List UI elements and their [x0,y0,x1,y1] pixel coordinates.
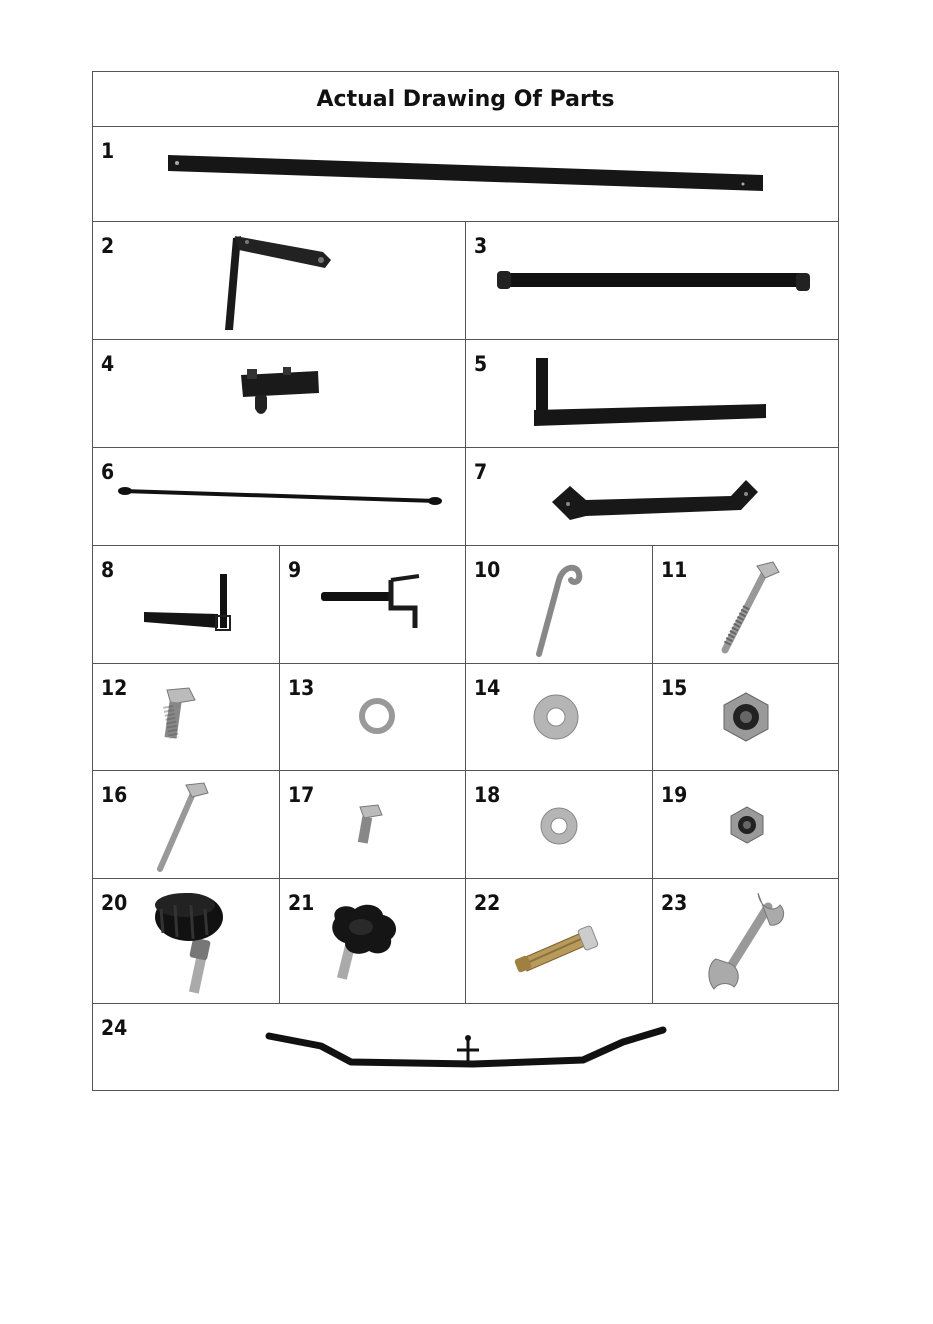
part-number: 2 [101,234,115,258]
anchor-bolt-image [511,915,611,975]
wrench-image [698,885,798,997]
part-cell-5 [466,340,838,448]
curved-bar-image [263,1022,673,1082]
parts-table [92,71,839,1091]
part-number: 9 [288,558,302,582]
part-cell-12 [93,664,280,771]
part-number: 6 [101,460,115,484]
part-number: 15 [661,676,688,700]
part-cell-2 [93,222,466,340]
large-knob-image [141,883,231,1003]
bracket-pin-image [138,568,238,638]
part-number: 21 [288,891,315,915]
l-bracket-image [213,228,343,338]
small-nut-image [725,803,769,847]
part-cell-8 [93,546,280,664]
part-number: 1 [101,139,115,163]
bracket-rod-image [315,566,435,636]
l-bar-image [526,352,776,437]
part-cell-21 [280,879,466,1004]
part-cell-20 [93,879,280,1004]
part-number: 12 [101,676,128,700]
part-number: 8 [101,558,115,582]
part-cell-10 [466,546,653,664]
part-number: 22 [474,891,501,915]
part-cell-13 [280,664,466,771]
long-bar-image [163,147,773,197]
part-number: 5 [474,352,488,376]
short-bolt-image [153,684,203,749]
rod-image [115,483,445,513]
part-number: 4 [101,352,115,376]
clamp-image [233,365,333,425]
part-cell-6 [93,448,466,546]
part-number: 11 [661,558,688,582]
tube-image [491,267,821,297]
part-number: 24 [101,1016,128,1040]
part-cell-19 [653,771,838,879]
part-cell-15 [653,664,838,771]
part-cell-4 [93,340,466,448]
bolt-image [148,777,218,877]
part-cell-16 [93,771,280,879]
part-number: 23 [661,891,688,915]
small-bolt-image [352,801,392,851]
star-knob-image [325,897,415,987]
small-washer-image [534,801,584,851]
part-cell-7 [466,448,838,546]
part-cell-1 [93,127,838,222]
flat-washer-image [526,690,586,745]
part-number: 7 [474,460,488,484]
page-title: Actual Drawing Of Parts [93,72,838,127]
part-number: 19 [661,783,688,807]
part-number: 13 [288,676,315,700]
part-number: 20 [101,891,128,915]
part-cell-3 [466,222,838,340]
part-number: 17 [288,783,315,807]
part-cell-23 [653,879,838,1004]
part-number: 14 [474,676,501,700]
long-bolt-image [703,554,793,659]
part-number: 18 [474,783,501,807]
part-cell-9 [280,546,466,664]
part-number: 3 [474,234,488,258]
angled-bar-image [546,470,766,525]
part-number: 10 [474,558,501,582]
part-cell-17 [280,771,466,879]
part-cell-22 [466,879,653,1004]
part-cell-14 [466,664,653,771]
part-cell-24 [93,1004,838,1090]
part-cell-11 [653,546,838,664]
spring-washer-image [352,694,402,739]
hook-image [521,554,601,659]
part-number: 16 [101,783,128,807]
lock-nut-image [718,689,774,745]
part-cell-18 [466,771,653,879]
